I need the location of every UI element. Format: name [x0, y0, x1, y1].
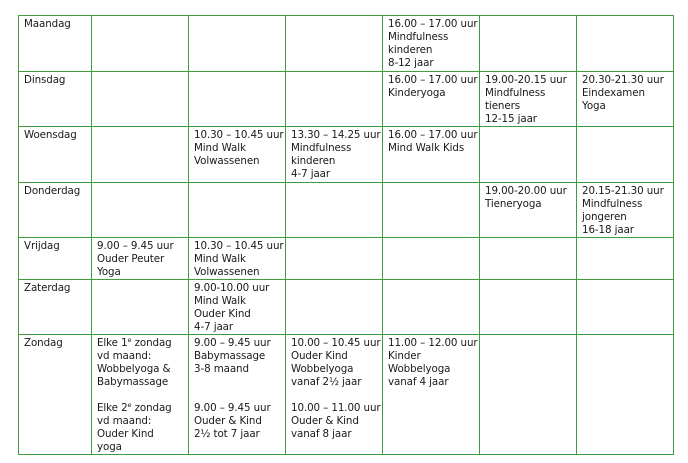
class-age: vanaf 8 jaar: [291, 428, 352, 440]
class-name: Ouder & Kind: [194, 415, 262, 427]
class-name: Yoga: [97, 266, 121, 278]
class-name: jongeren: [582, 211, 627, 223]
schedule-cell: [577, 280, 674, 335]
class-name: kinderen: [388, 44, 433, 56]
class-name: Ouder Kind: [194, 308, 251, 320]
day-label: Zondag: [19, 335, 92, 455]
row-dinsdag: [19, 72, 674, 127]
schedule-cell: [286, 16, 383, 72]
class-block: [291, 337, 381, 389]
class-time: 16.00 – 17.00 uur: [388, 18, 478, 30]
schedule-cell: [189, 72, 286, 127]
class-age: 16-18 jaar: [582, 224, 634, 236]
class-name: Volwassenen: [194, 155, 260, 167]
class-age: vanaf 4 jaar: [388, 376, 449, 388]
row-zaterdag: [19, 280, 674, 335]
schedule-cell: [577, 16, 674, 72]
day-label: Zaterdag: [19, 280, 92, 335]
class-name: Mindfulness: [291, 142, 352, 154]
class-name: Babymassage: [194, 350, 266, 362]
class-name: Mind Walk Kids: [388, 142, 465, 154]
schedule-cell: [577, 72, 674, 127]
class-name: Mindfulness: [485, 87, 546, 99]
class-name: Kinderyoga: [388, 87, 446, 99]
schedule-cell: [286, 238, 383, 280]
row-woensdag: [19, 127, 674, 183]
class-name: Ouder Kind: [291, 350, 348, 362]
schedule-cell: [286, 183, 383, 238]
class-time: 10.30 – 10.45 uur: [194, 240, 284, 252]
class-note: vd maand:: [97, 415, 152, 427]
schedule-cell: [286, 127, 383, 183]
class-time: 9.00-10.00 uur: [194, 282, 270, 294]
class-name: Babymassage: [97, 376, 169, 388]
class-time: 9.00 – 9.45 uur: [194, 337, 271, 349]
class-name: Mind Walk: [194, 295, 246, 307]
schedule-cell: [480, 16, 577, 72]
row-donderdag: [19, 183, 674, 238]
class-name: Ouder & Kind: [291, 415, 359, 427]
class-name: Mind Walk: [194, 253, 246, 265]
schedule-cell: [92, 16, 189, 72]
class-time: 20.30-21.30 uur: [582, 74, 664, 86]
class-block: [194, 337, 281, 376]
schedule-cell: [189, 238, 286, 280]
schedule-cell: [189, 16, 286, 72]
schedule-cell: [189, 127, 286, 183]
class-time: 20.15-21.30 uur: [582, 185, 664, 197]
class-name: Ouder Kind: [97, 428, 154, 440]
schedule-cell: [286, 72, 383, 127]
class-time: 13.30 – 14.25 uur: [291, 129, 381, 141]
schedule-cell: [577, 335, 674, 455]
class-time: 11.00 – 12.00 uur: [388, 337, 478, 349]
class-age: 4-7 jaar: [194, 321, 234, 333]
day-label: Woensdag: [19, 127, 92, 183]
class-age: 3-8 maand: [194, 363, 249, 375]
class-name: Eindexamen: [582, 87, 645, 99]
schedule-cell: [286, 335, 383, 455]
class-name: Wobbelyoga &: [97, 363, 171, 375]
schedule-cell: [92, 335, 189, 455]
class-time: 9.00 – 9.45 uur: [194, 402, 271, 414]
class-time: 19.00-20.15 uur: [485, 74, 567, 86]
schedule-cell: [480, 238, 577, 280]
schedule-table: [18, 15, 674, 455]
class-name: Mindfulness: [388, 31, 449, 43]
schedule-cell: [480, 183, 577, 238]
class-name: tieners: [485, 100, 520, 112]
schedule-cell: [383, 280, 480, 335]
schedule-cell: [383, 127, 480, 183]
row-zondag: [19, 335, 674, 455]
class-name: kinderen: [291, 155, 336, 167]
class-age: 12-15 jaar: [485, 113, 537, 125]
class-time: 16.00 – 17.00 uur: [388, 74, 478, 86]
class-note: vd maand:: [97, 350, 152, 362]
schedule-cell: [383, 335, 480, 455]
schedule-cell: [577, 238, 674, 280]
class-name: Ouder Peuter: [97, 253, 165, 265]
row-vrijdag: [19, 238, 674, 280]
class-time: 10.00 – 11.00 uur: [291, 402, 381, 414]
class-name: Tieneryoga: [485, 198, 542, 210]
class-time: 10.00 – 10.45 uur: [291, 337, 381, 349]
schedule-cell: [480, 335, 577, 455]
schedule-cell: [383, 183, 480, 238]
class-name: Yoga: [582, 100, 606, 112]
day-label: Dinsdag: [19, 72, 92, 127]
class-age: vanaf 2½ jaar: [291, 376, 362, 388]
schedule-cell: [189, 280, 286, 335]
row-maandag: [19, 16, 674, 72]
schedule-cell: [480, 72, 577, 127]
class-block: [194, 402, 281, 441]
schedule-cell: [92, 183, 189, 238]
class-age: 4-7 jaar: [291, 168, 331, 180]
class-time: 9.00 – 9.45 uur: [97, 240, 174, 252]
class-name: Wobbelyoga: [291, 363, 354, 375]
schedule-cell: [383, 238, 480, 280]
schedule-cell: [383, 72, 480, 127]
class-block: [291, 402, 381, 441]
day-label: Donderdag: [19, 183, 92, 238]
schedule-cell: [577, 183, 674, 238]
class-name: Mind Walk: [194, 142, 246, 154]
schedule-cell: [92, 238, 189, 280]
schedule-cell: [92, 127, 189, 183]
day-label: Maandag: [19, 16, 92, 72]
class-name: Kinder: [388, 350, 421, 362]
schedule-cell: [577, 127, 674, 183]
class-block: [97, 402, 184, 454]
class-name: Wobbelyoga: [388, 363, 451, 375]
class-time: 16.00 – 17.00 uur: [388, 129, 478, 141]
schedule-cell: [92, 72, 189, 127]
schedule-cell: [189, 335, 286, 455]
class-note: Elke 1e zondag: [97, 336, 172, 349]
schedule-cell: [480, 280, 577, 335]
schedule-cell: [383, 16, 480, 72]
class-age: 2½ tot 7 jaar: [194, 428, 260, 440]
class-name: yoga: [97, 441, 122, 453]
schedule-cell: [286, 280, 383, 335]
class-time: 10.30 – 10.45 uur: [194, 129, 284, 141]
class-note: Elke 2e zondag: [97, 401, 172, 414]
schedule-cell: [92, 280, 189, 335]
class-age: 8-12 jaar: [388, 57, 434, 69]
class-name: Volwassenen: [194, 266, 260, 278]
class-block: [97, 337, 184, 389]
schedule-cell: [189, 183, 286, 238]
day-label: Vrijdag: [19, 238, 92, 280]
schedule-cell: [480, 127, 577, 183]
class-time: 19.00-20.00 uur: [485, 185, 567, 197]
class-name: Mindfulness: [582, 198, 643, 210]
